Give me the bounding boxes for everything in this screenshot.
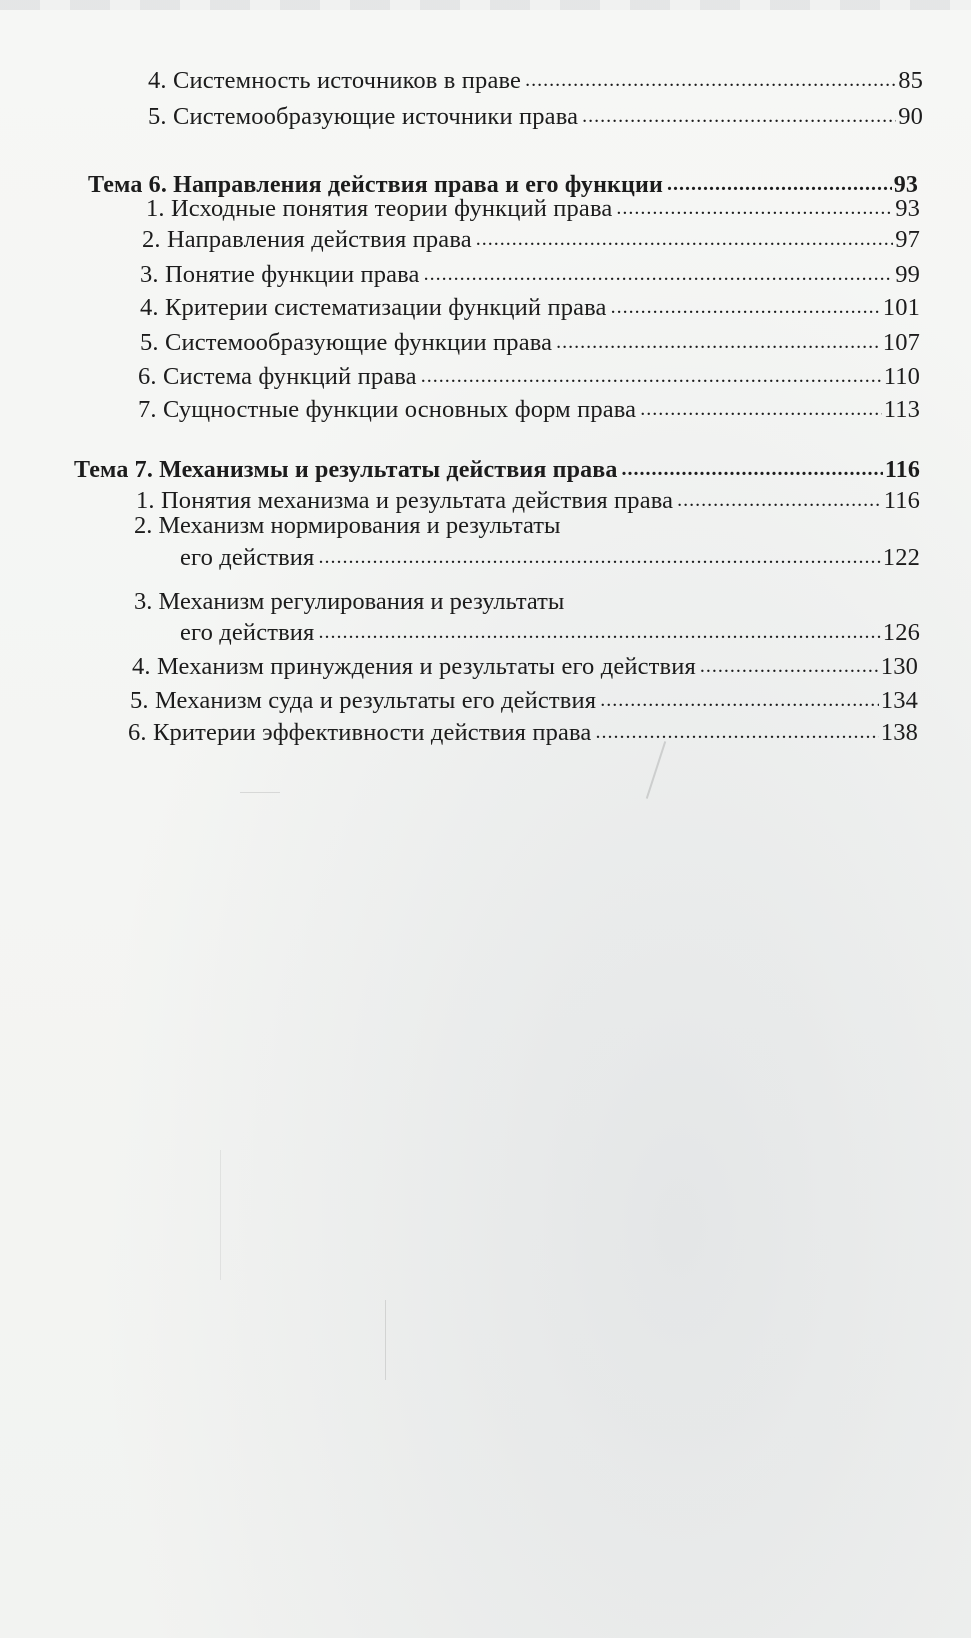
dot-leader bbox=[424, 262, 894, 286]
toc-entry-page: 138 bbox=[880, 719, 918, 746]
dot-leader bbox=[556, 330, 881, 354]
toc-entry-title: 3. Понятие функции права bbox=[140, 261, 420, 288]
toc-entry-title-line1: 2. Механизм нормирования и результаты bbox=[134, 512, 561, 539]
show-through-mark bbox=[240, 792, 280, 793]
toc-entry-page: 90 bbox=[898, 103, 923, 130]
toc-entry-title: 5. Системообразующие функции права bbox=[140, 329, 553, 356]
toc-entry-page: 126 bbox=[882, 619, 920, 646]
toc-entry-page: 134 bbox=[880, 687, 918, 714]
toc-entry-page: 85 bbox=[898, 67, 923, 94]
toc-entry-title: 1. Исходные понятия теории функций права bbox=[146, 195, 613, 222]
toc-entry-title: 6. Система функций права bbox=[138, 363, 417, 390]
toc-entry-page: 113 bbox=[883, 396, 920, 423]
toc-heading-page: 93 bbox=[893, 172, 918, 198]
toc-entry bbox=[128, 718, 918, 748]
toc-entry-title: 6. Критерии эффективности действия права bbox=[128, 719, 592, 746]
toc-entry-page: 101 bbox=[882, 294, 920, 321]
toc-heading-title: Тема 7. Механизмы и результаты действия права bbox=[74, 457, 618, 483]
toc-entry bbox=[148, 102, 923, 132]
toc-entry-title: 1. Понятия механизма и результата действия права bbox=[136, 487, 674, 514]
dot-leader bbox=[476, 227, 893, 251]
toc-entry-title: 5. Механизм суда и результаты его действия bbox=[130, 687, 597, 714]
dot-leader bbox=[667, 172, 892, 196]
dot-leader bbox=[600, 688, 879, 712]
toc-section-heading bbox=[74, 455, 920, 485]
dot-leader bbox=[640, 397, 881, 421]
toc-entry-title: 7. Сущностные функции основных форм права bbox=[138, 396, 637, 423]
toc-entry bbox=[132, 652, 918, 682]
dot-leader bbox=[595, 720, 878, 744]
toc-entry bbox=[180, 618, 920, 648]
toc-entry-title: его действия bbox=[180, 544, 315, 571]
toc-entry bbox=[146, 194, 920, 224]
toc-entry-page: 116 bbox=[883, 487, 920, 514]
toc-entry-title: 4. Механизм принуждения и результаты его действия bbox=[132, 653, 696, 680]
dot-leader bbox=[611, 295, 881, 319]
toc-entry bbox=[138, 362, 920, 392]
toc-entry-title: 2. Направления действия права bbox=[142, 226, 472, 253]
show-through-mark bbox=[220, 1150, 221, 1280]
dot-leader bbox=[318, 545, 880, 569]
toc-entry bbox=[140, 328, 920, 358]
dot-leader bbox=[616, 196, 893, 220]
top-edge-shadow bbox=[0, 0, 971, 10]
dot-leader bbox=[318, 620, 880, 644]
toc-entry-title-line1: 3. Механизм регулирования и результаты bbox=[134, 588, 565, 615]
toc-entry-page: 122 bbox=[882, 544, 920, 571]
show-through-mark bbox=[385, 1300, 386, 1380]
toc-entry bbox=[140, 260, 920, 290]
toc-entry bbox=[140, 293, 920, 323]
toc-entry-title: 4. Критерии систематизации функций права bbox=[140, 294, 607, 321]
dot-leader bbox=[582, 104, 896, 128]
toc-entry bbox=[148, 66, 923, 96]
toc-entry bbox=[130, 686, 918, 716]
toc-entry-title: его действия bbox=[180, 619, 315, 646]
dot-leader bbox=[622, 457, 883, 481]
dot-leader bbox=[700, 654, 879, 678]
toc-entry-page: 107 bbox=[882, 329, 920, 356]
toc-entry-page: 97 bbox=[895, 226, 920, 253]
dot-leader bbox=[525, 68, 896, 92]
show-through-mark bbox=[646, 741, 666, 799]
toc-entry-page: 110 bbox=[883, 363, 920, 390]
toc-entry-title: 5. Системообразующие источники права bbox=[148, 103, 579, 130]
toc-entry bbox=[180, 543, 920, 573]
toc-heading-title: Тема 6. Направления действия права и его функции bbox=[88, 172, 663, 198]
dot-leader bbox=[677, 488, 882, 512]
toc-entry-page: 99 bbox=[895, 261, 920, 288]
toc-entry-page: 130 bbox=[880, 653, 918, 680]
toc-heading-page: 116 bbox=[884, 457, 920, 483]
toc-entry bbox=[138, 395, 920, 425]
dot-leader bbox=[421, 364, 882, 388]
toc-entry-page: 93 bbox=[895, 195, 920, 222]
toc-entry bbox=[142, 225, 920, 255]
toc-entry-title: 4. Системность источников в праве bbox=[148, 67, 522, 94]
